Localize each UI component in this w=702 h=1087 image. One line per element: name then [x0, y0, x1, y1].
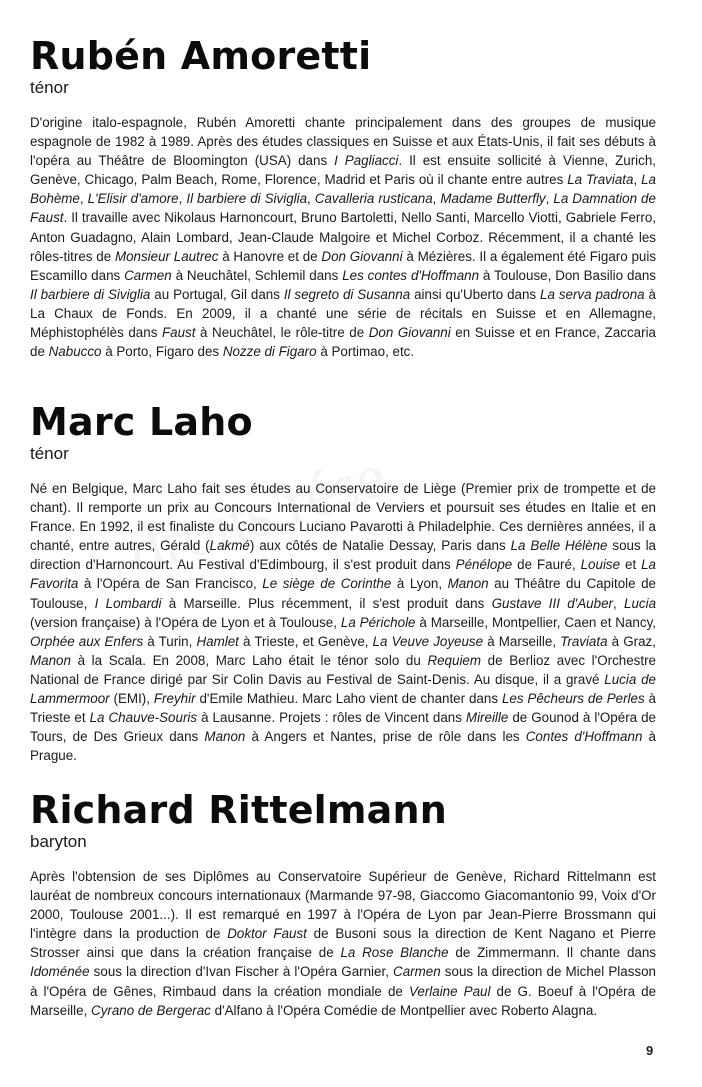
biography-text: [30, 113, 656, 361]
work-title: Il barbiere di Siviglia: [186, 191, 308, 207]
work-title: Monsieur Lautrec: [114, 248, 219, 264]
biography-text: [30, 867, 656, 1020]
artist-bio-rittelmann: [30, 790, 656, 1020]
work-title: L'Elisir d'amore: [87, 191, 179, 207]
bio-text-run: à Portimao, etc.: [316, 344, 415, 360]
work-title: Louise: [580, 557, 621, 573]
artist-name: Rubén Amoretti: [30, 34, 372, 78]
bio-text-run: ,: [545, 191, 554, 207]
bio-text-run: . Il est ensuite sollicité à Vienne, Zurich, Genève, Chicago, Palm Beach, Rome, Florence, Madrid et Paris où il chante entre autres: [30, 153, 657, 188]
bio-text-run: sous la direction d'Ivan Fischer à l'Opéra Garnier,: [89, 964, 394, 980]
work-title: Faust: [161, 325, 196, 341]
work-title: Pénélope: [455, 557, 513, 573]
work-title: La Périchole: [340, 614, 416, 630]
work-title: Il segreto di Susanna: [283, 286, 411, 302]
bio-text-run: à Toulouse, Don Basilio dans: [479, 267, 656, 283]
voice-type: ténor: [30, 78, 69, 97]
work-title: La serva padrona: [540, 286, 645, 302]
bio-text-run: à Lausanne. Projets : rôles de Vincent dans: [197, 710, 466, 726]
bio-text-run: D'origine italo-espagnole, Rubén Amoretti chante principalement dans des groupes de musique espagnole de 1982 à 1989. Après des études classiques en Suisse et aux États-Unis, il fait ses débuts à l'opéra au Théâtre de Bloomington (USA) dans: [30, 115, 656, 169]
bio-text-run: de Gounod à l'Opéra de Tours, de Des Grieux dans: [30, 710, 657, 745]
bio-text-run: ,: [79, 191, 88, 207]
bio-text-run: de G. Boeuf à l'Opéra de Marseille,: [30, 983, 657, 1018]
work-title: La Chauve-Souris: [89, 710, 198, 726]
bio-text-run: ,: [633, 172, 642, 188]
bio-text-run: Né en Belgique, Marc Laho fait ses études au Conservatoire de Liège (Premier prix de trompette et de chant). Il remporte un prix au Concours International de Verviers et poursuit ses études en Italie et en France. En 1992, il est finaliste du Concours Luciano Pavarotti à Philadelphie. Ces dernières années, il a chanté, entre autres, Gérald (: [30, 481, 656, 554]
work-title: Idoménée: [30, 964, 90, 980]
work-title: Les contes d'Hoffmann: [342, 267, 480, 283]
work-title: La Damnation de Faust: [30, 191, 656, 226]
work-title: Freyhir: [153, 691, 196, 707]
bio-text-run: à Graz,: [607, 633, 656, 649]
bio-text-run: en Suisse et en France, Zaccaria de: [30, 325, 657, 360]
work-title: Lucia: [624, 595, 657, 611]
work-title: I Lombardi: [94, 595, 162, 611]
work-title: Il barbiere di Siviglia: [30, 286, 151, 302]
bio-text-run: d'Emile Mathieu. Marc Laho vient de chanter dans: [195, 691, 502, 707]
bio-text-run: ,: [178, 191, 187, 207]
bio-text-run: d'Alfano à l'Opéra Comédie de Montpellier avec Roberto Alagna.: [210, 1002, 598, 1018]
bio-text-run: à Trieste, et Genève,: [238, 633, 373, 649]
bio-text-run: à Porto, Figaro des: [101, 344, 223, 360]
bio-text-run: (version française) à l'Opéra de Lyon et à Toulouse,: [30, 614, 341, 630]
work-title: La Veuve Joyeuse: [372, 633, 484, 649]
work-title: Orphée aux Enfers: [30, 633, 144, 649]
bio-text-run: à l'Opéra de San Francisco,: [78, 576, 263, 592]
work-title: Lucia de Lammermoor: [30, 671, 656, 707]
work-title: Manon: [30, 652, 71, 668]
work-title: Don Giovanni: [321, 248, 403, 264]
bio-text-run: à La Chaux de Fonds. En 2009, il a chanté une série de récitals en Suisse et en Allemagne, Méphistophélès dans: [30, 286, 656, 341]
work-title: Lakmé: [209, 538, 250, 554]
bio-text-run: à Hanovre et de: [218, 248, 322, 264]
bio-text-run: à Marseille, Montpellier, Caen et Nancy,: [415, 614, 656, 630]
bio-text-run: à Lyon,: [391, 576, 448, 592]
bio-text-run: sous la direction de Michel Plasson à l'Opéra de Gênes, Rimbaud dans la création mondiale de: [30, 964, 656, 999]
work-title: Contes d'Hoffmann: [525, 729, 643, 745]
page-number: 9: [646, 1043, 654, 1058]
work-title: Nabucco: [48, 344, 102, 360]
bio-text-run: ,: [612, 595, 624, 611]
biography-text: [30, 479, 656, 765]
work-title: Nozze di Figaro: [222, 344, 317, 360]
bio-text-run: à Trieste et: [30, 691, 657, 726]
bio-text-run: ,: [307, 191, 315, 207]
voice-type: ténor: [30, 444, 69, 463]
bio-text-run: . Il travaille avec Nikolaus Harnoncourt, Bruno Bartoletti, Nello Santi, Marcello Viotti, Gabriele Ferro, Anton Guadagno, Alain Lombard, Jean-Claude Malgoire et Michel Corboz. Récemment, il a chanté les rôles-titres de: [30, 210, 656, 264]
work-title: La Rose Blanche: [340, 945, 449, 961]
artist-name: Marc Laho: [30, 400, 253, 444]
bio-text-run: à Angers et Nantes, prise de rôle dans les: [245, 729, 526, 745]
work-title: Carmen: [393, 964, 441, 980]
bio-text-run: à Neuchâtel, Schlemil dans: [171, 267, 343, 283]
artist-bio-amoretti: [30, 36, 656, 361]
artist-bio-laho: [30, 402, 656, 765]
bio-text-run: au Portugal, Gil dans: [150, 286, 284, 302]
bio-text-run: à la Scala. En 2008, Marc Laho était le ténor solo du: [70, 652, 428, 668]
work-title: Le siège de Corinthe: [262, 576, 392, 592]
work-title: Cavalleria rusticana: [314, 191, 433, 207]
work-title: La Belle Hélène: [510, 538, 608, 554]
work-title: Madame Butterfly: [440, 191, 546, 207]
work-title: Les Pêcheurs de Perles: [501, 691, 645, 707]
work-title: Doktor Faust: [227, 926, 307, 942]
work-title: Traviata: [560, 633, 608, 649]
voice-type: baryton: [30, 832, 87, 851]
bio-text-run: de Busoni sous la direction de Kent Nagano et Pierre Strosser ainsi que dans la création française de: [30, 926, 656, 961]
work-title: I Pagliacci: [334, 153, 399, 169]
bio-text-run: et: [620, 557, 642, 573]
work-title: La Favorita: [30, 557, 656, 592]
work-title: Hamlet: [196, 633, 239, 649]
work-title: Gustave III d'Auber: [491, 595, 613, 611]
work-title: Manon: [447, 576, 489, 592]
bio-text-run: à Prague.: [30, 729, 657, 764]
bio-text-run: au Théâtre du Capitole de Toulouse,: [30, 576, 656, 611]
bio-text-run: de Zimmermann. Il chante dans: [448, 945, 656, 961]
bio-text-run: ,: [432, 191, 441, 207]
work-title: La Traviata: [567, 172, 634, 188]
work-title: Carmen: [124, 267, 172, 283]
bio-text-run: à Neuchâtel, le rôle-titre de: [195, 325, 369, 341]
work-title: Verlaine Paul: [408, 983, 491, 999]
bio-text-run: de Fauré,: [512, 557, 581, 573]
bio-text-run: à Marseille,: [483, 633, 561, 649]
bio-text-run: sous la direction d'Harnoncourt. Au Festival d'Edimbourg, il s'est produit dans: [30, 538, 657, 573]
bio-text-run: à Mézières. Il a également été Figaro puis Escamillo dans: [30, 248, 657, 283]
work-title: Cyrano de Bergerac: [91, 1002, 211, 1018]
work-title: Manon: [204, 729, 246, 745]
bio-text-run: Après l'obtension de ses Diplômes au Conservatoire Supérieur de Genève, Richard Rittelmann est lauréat de nombreux concours internationaux (Marmande 97-98, Giaccomo Giacomantonio 99, Voix d'Or 2000, Toulouse 2001...). Il est remarqué en 1997 à l'Opéra de Lyon par Jean-Pierre Brossmann qui l'intègre dans la production de: [30, 869, 656, 942]
work-title: Requiem: [427, 652, 482, 668]
work-title: Don Giovanni: [368, 325, 451, 341]
bio-text-run: ) aux côtés de Natalie Dessay, Paris dans: [249, 538, 511, 554]
bio-text-run: de Berlioz avec l'Orchestre National de France dirigé par Sir Colin Davis au Festival de Saint-Denis. Au disque, il a gravé: [30, 652, 656, 687]
bio-text-run: à Marseille. Plus récemment, il s'est produit dans: [161, 595, 492, 611]
work-title: Mireille: [465, 710, 509, 726]
work-title: La Bohème: [30, 172, 656, 207]
artist-name: Richard Rittelmann: [30, 788, 448, 832]
bio-text-run: à Turin,: [143, 633, 197, 649]
bio-text-run: (EMI),: [109, 691, 154, 707]
bio-text-run: ainsi qu'Uberto dans: [410, 286, 541, 302]
